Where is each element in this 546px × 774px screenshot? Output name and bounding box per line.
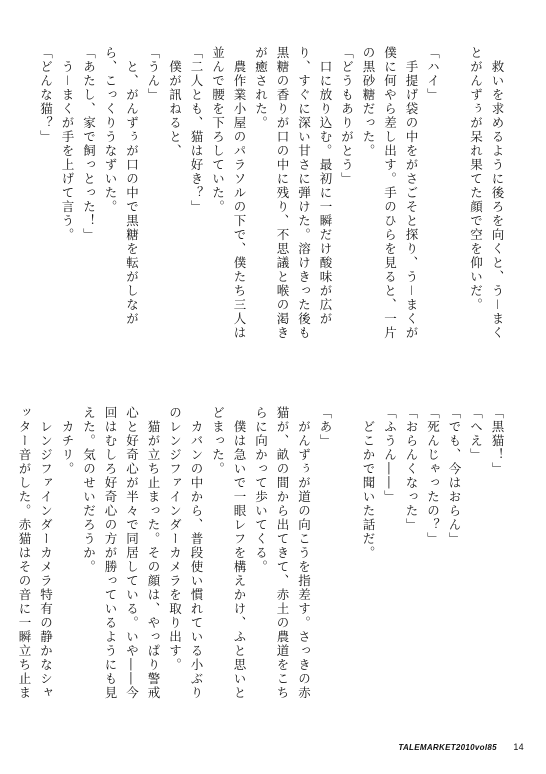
text-line: どまった。: [210, 406, 226, 476]
text-line: どこかで聞いた話だ。: [361, 406, 376, 560]
text-line: 「あ」: [318, 406, 333, 448]
text-line: う－まくが手を上げて言う。: [60, 46, 75, 243]
text-line: 「ハイ」: [425, 46, 441, 102]
text-line: 猫が、畝の間から出てきて、赤土の農道をこち: [275, 406, 290, 700]
text-line: 並んで腰を下ろしていた。: [210, 46, 226, 214]
text-line: レンジファインダーカメラ特有の静かなシャ: [38, 406, 54, 700]
text-line: 「でも、今はおらん」: [447, 406, 462, 546]
text-line: 「うん」: [146, 46, 161, 102]
text-line: 心と好奇心が半々で同居している。いや――今: [124, 406, 140, 700]
text-line: 回はむしろ好奇心の方が勝っているようにも見: [103, 406, 118, 700]
text-line: 「へえ」: [468, 406, 484, 462]
text-line: カチリ。: [60, 406, 75, 476]
text-line: えた。気のせいだろうか。: [81, 406, 97, 574]
page-footer: [398, 742, 524, 752]
text-line: カバンの中から、普段使い慣れている小ぶり: [189, 406, 204, 700]
text-line: り、すぐに深い甘さに弾けた。溶けきった後も: [296, 46, 312, 340]
text-line: がんずぅが道の向こうを指差す。さっきの赤: [296, 406, 312, 700]
text-line: 手提げ袋の中をがさごそと探り、う－まくが: [404, 46, 419, 341]
text-line: のレンジファインダーカメラを取り出す。: [167, 406, 183, 672]
text-line: 猫が立ち止まった。その顔は、やっぱり警戒: [146, 406, 161, 700]
upper-text-block: [38, 46, 508, 376]
magazine-title: TALEMARKET2010vol85: [398, 743, 497, 752]
text-line: 「おらんくなった」: [404, 406, 419, 532]
page-number: 14: [513, 742, 524, 752]
text-line: 口に放り込む。最初に一瞬だけ酸味が広が: [318, 46, 333, 326]
text-line: とがんずぅが呆れ果てた顔で空を仰いだ。: [468, 46, 484, 312]
text-line: らに向かって歩いてくる。: [253, 406, 269, 574]
text-line: 「死んじゃったの？」: [425, 406, 441, 546]
text-line: [444, 46, 466, 376]
text-line: の黒砂糖だった。: [361, 46, 376, 158]
text-line: 農作業小屋のパラソルの下で、僕たち三人は: [232, 46, 247, 340]
lower-text-block: [17, 406, 508, 732]
text-line: と、がんずぅが口の中で黒糖を転がしなが: [124, 46, 140, 326]
text-line: 僕が訊ねると、: [167, 46, 183, 158]
text-line: 「どんな猫？」: [38, 46, 54, 144]
text-line: 僕に何やら差し出す。手のひらを見ると、一片: [382, 46, 398, 340]
text-line: 「二人とも、猫は好き？」: [189, 46, 204, 214]
text-line: 「どうもありがとう」: [339, 46, 355, 186]
text-line: ッター音がした。赤猫はその音に一瞬立ち止ま: [17, 406, 32, 700]
text-line: 「あたし、家で飼っとった！」: [81, 46, 97, 242]
text-line: ら、こっくりうなずいた。: [103, 46, 118, 214]
text-line: 僕は急いで一眼レフを構えかけ、ふと思いと: [232, 406, 247, 700]
text-line: 「黒猫！」: [490, 406, 505, 476]
text-line: 黒糖の香りが口の中に残り、不思議と喉の渇き: [275, 46, 290, 340]
text-line: が癒された。: [253, 46, 269, 130]
text-line: 「ふうん――」: [382, 406, 398, 504]
text-line: [336, 406, 358, 732]
text-line: 救いを求めるように後ろを向くと、う－まく: [490, 46, 505, 341]
